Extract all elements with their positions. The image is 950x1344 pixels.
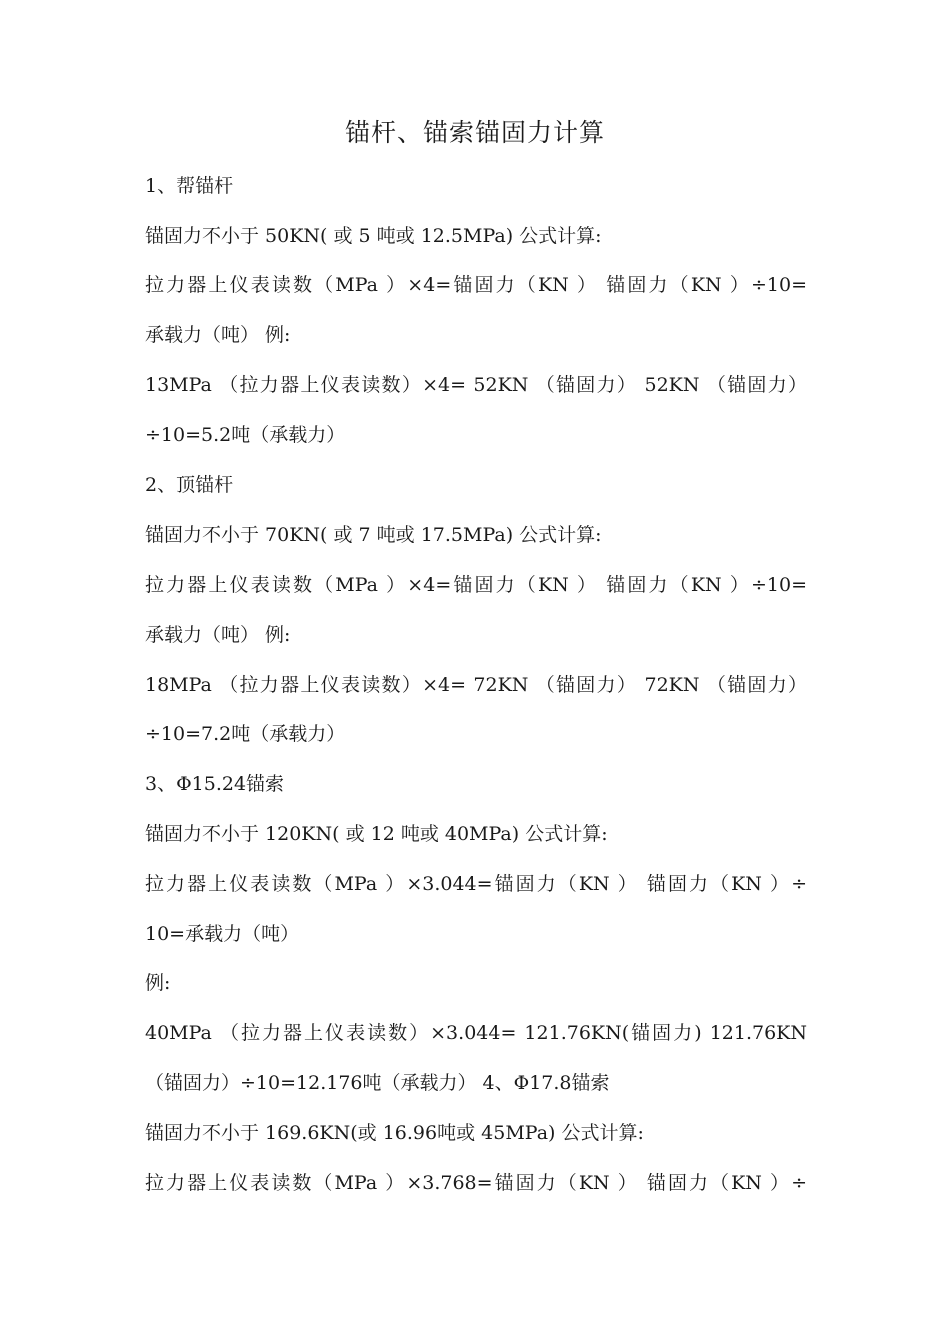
section-heading-cable-15-24: 3、Φ15.24锚索 [145,773,285,795]
text-line: 10=承载力（吨） [145,923,300,945]
text-line: ÷10=5.2吨（承载力） [145,424,346,446]
section-heading-roof-bolt: 2、顶锚杆 [145,474,234,496]
text-line: 拉力器上仪表读数（MPa ）×4=锚固力（KN ） 锚固力（KN ）÷10= [145,274,807,296]
text-line: 13MPa （拉力器上仪表读数）×4= 52KN （锚固力） 52KN （锚固力） [145,374,807,396]
text-line: 承载力（吨） 例: [145,624,291,646]
text-line: 40MPa （拉力器上仪表读数）×3.044= 121.76KN(锚固力) 121.76KN [145,1022,807,1044]
text-line: 承载力（吨） 例: [145,324,291,346]
document-title: 锚杆、锚索锚固力计算 [344,118,605,147]
text-line: 锚固力不小于 120KN( 或 12 吨或 40MPa) 公式计算: [145,823,608,845]
section-heading-side-bolt: 1、帮锚杆 [145,175,234,197]
text-line: 拉力器上仪表读数（MPa ）×4=锚固力（KN ） 锚固力（KN ）÷10= [145,574,807,596]
text-line: 锚固力不小于 70KN( 或 7 吨或 17.5MPa) 公式计算: [145,524,602,546]
text-line: 锚固力不小于 50KN( 或 5 吨或 12.5MPa) 公式计算: [145,225,602,247]
text-line: 锚固力不小于 169.6KN(或 16.96吨或 45MPa) 公式计算: [145,1122,644,1144]
text-line: 拉力器上仪表读数（MPa ）×3.768=锚固力（KN ） 锚固力（KN ）÷ [145,1172,807,1194]
text-line: 18MPa （拉力器上仪表读数）×4= 72KN （锚固力） 72KN （锚固力） [145,674,807,696]
text-line: 拉力器上仪表读数（MPa ）×3.044=锚固力（KN ） 锚固力（KN ）÷ [145,873,807,895]
text-line: ÷10=7.2吨（承载力） [145,723,346,745]
text-line: （锚固力）÷10=12.176吨（承载力） 4、Φ17.8锚索 [145,1072,610,1094]
text-line: 例: [145,972,171,994]
